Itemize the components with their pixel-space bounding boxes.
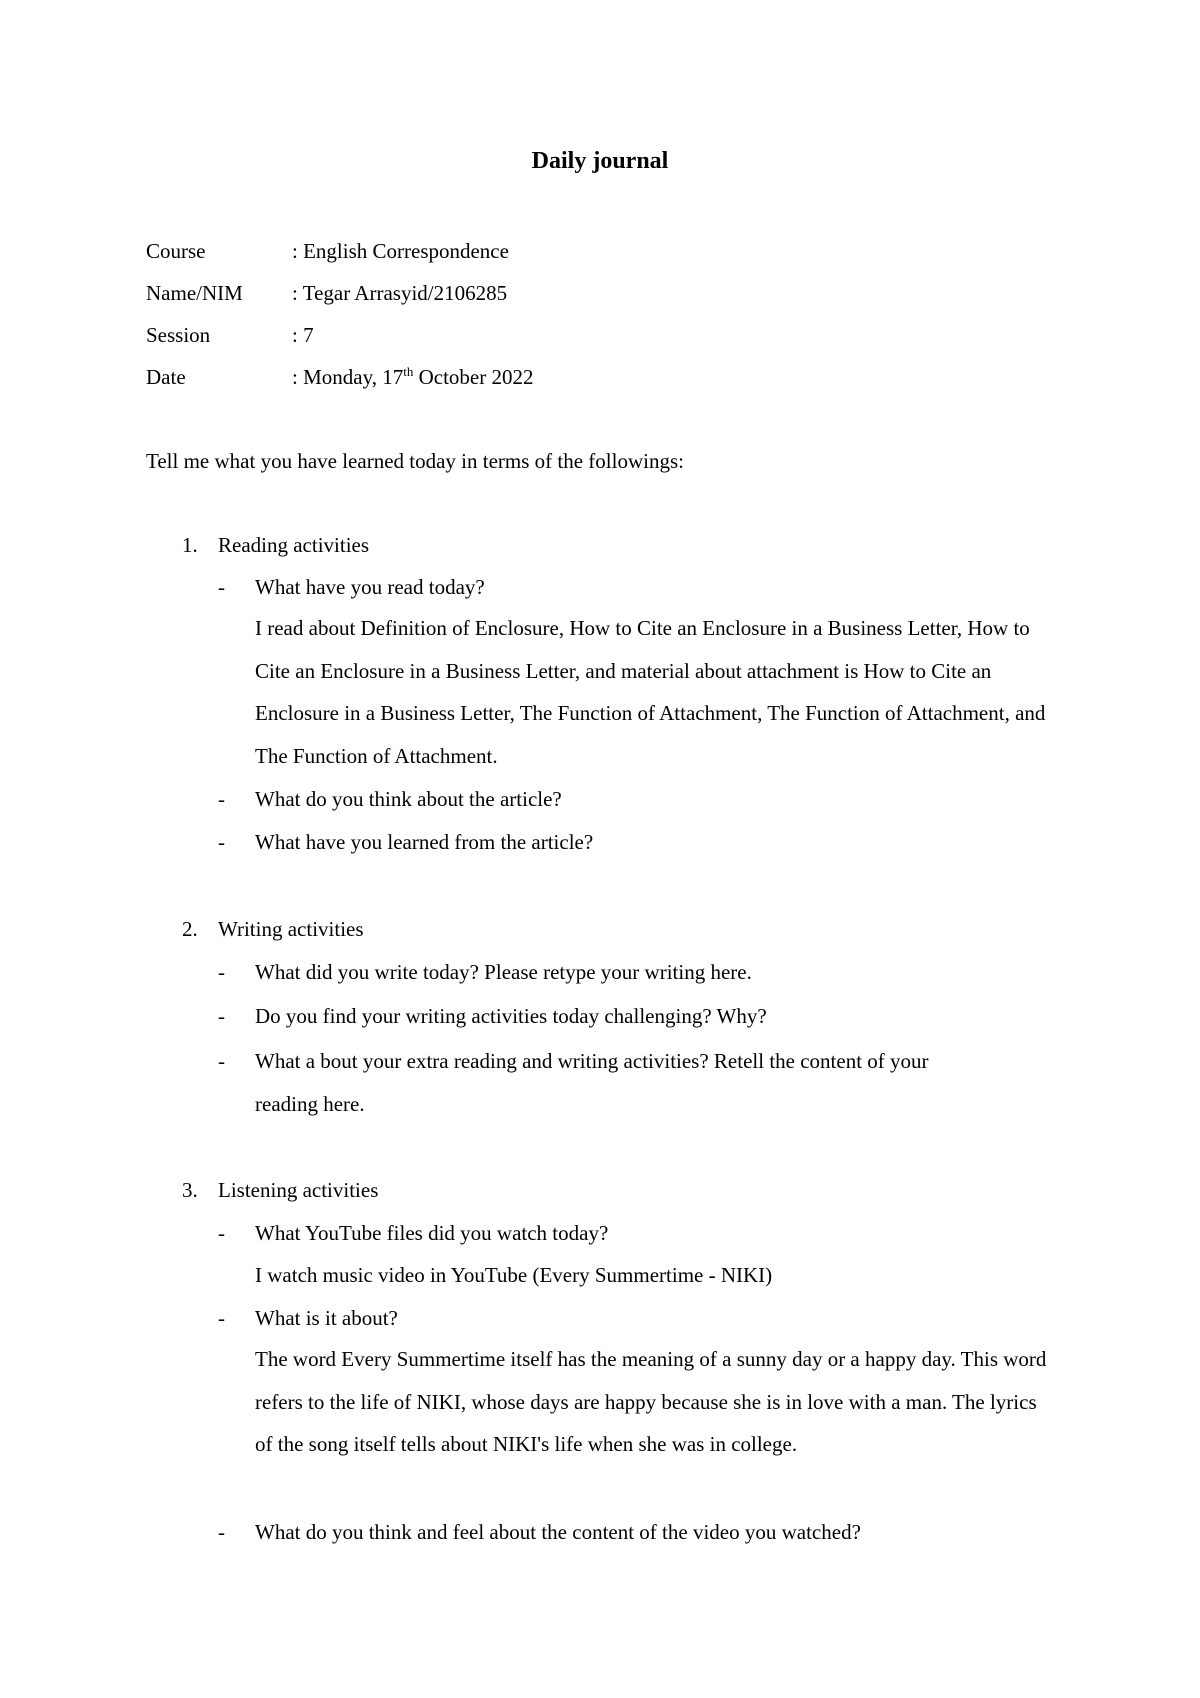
answer-text: I read about Definition of Enclosure, How to Cite an Enclosure in a Business Letter, How to Cite an Enclosure in a Business Letter, and material about attachment is How to Cite an Enclosure in a Business Letter, The Function of Attachment, The Function of Attachment, and The Function of Attachment. — [255, 616, 1046, 768]
bullet-dash: - — [218, 575, 225, 599]
section-number: 1. — [182, 533, 198, 557]
answer-text: The word Every Summertime itself has the meaning of a sunny day or a happy day. This word refers to the life of NIKI, whose days are happy because she is in love with a man. The lyrics of the song itself tells about NIKI's life when she was in college. — [255, 1347, 1047, 1456]
meta-value: : 7 — [292, 323, 314, 347]
question-text: What did you write today? Please retype your writing here. — [255, 960, 752, 984]
section-heading-text: Writing activities — [218, 917, 364, 941]
bullet-dash: - — [218, 1049, 225, 1073]
list-item — [0, 1517, 1200, 1547]
question-text: reading here. — [255, 1092, 365, 1116]
meta-label: Session — [146, 323, 211, 347]
date-suffix: October 2022 — [413, 365, 534, 389]
bullet-dash: - — [218, 787, 225, 811]
list-item — [0, 1046, 1200, 1076]
section-heading-text: Listening activities — [218, 1178, 379, 1202]
meta-row-session — [146, 320, 314, 350]
bullet-dash: - — [218, 1221, 225, 1245]
question-text: What do you think about the article? — [255, 787, 562, 811]
question-text: What YouTube files did you watch today? — [255, 1221, 609, 1245]
list-item — [0, 784, 1200, 814]
section-number: 3. — [182, 1178, 198, 1202]
date-ordinal-suffix: th — [403, 364, 414, 379]
meta-row-date — [146, 362, 533, 392]
meta-label: Date — [146, 365, 186, 389]
answer-text: I watch music video in YouTube (Every Summertime - NIKI) — [255, 1263, 773, 1287]
date-prefix: : Monday, 17 — [292, 365, 404, 389]
section-heading-listening — [0, 1175, 1200, 1205]
bullet-dash: - — [218, 960, 225, 984]
question-text: What have you learned from the article? — [255, 830, 594, 854]
list-item — [0, 1218, 1200, 1248]
question-text: What a bout your extra reading and writing activities? Retell the content of your — [255, 1049, 929, 1073]
intro-text: Tell me what you have learned today in terms of the followings: — [146, 449, 684, 473]
section-heading-writing — [0, 914, 1200, 944]
list-item-continuation — [0, 1089, 1200, 1119]
list-item — [0, 827, 1200, 857]
bullet-dash: - — [218, 1306, 225, 1330]
list-item — [0, 957, 1200, 987]
question-text: What is it about? — [255, 1306, 398, 1330]
section-heading-reading — [0, 530, 1200, 560]
bullet-dash: - — [218, 1004, 225, 1028]
list-item — [0, 1303, 1200, 1333]
section-heading-text: Reading activities — [218, 533, 370, 557]
section-number: 2. — [182, 917, 198, 941]
meta-value: : Tegar Arrasyid/2106285 — [292, 281, 508, 305]
list-item — [0, 572, 1200, 602]
question-text: Do you find your writing activities today challenging? Why? — [255, 1004, 767, 1028]
meta-value: : English Correspondence — [292, 239, 509, 263]
question-text: What have you read today? — [255, 575, 485, 599]
meta-value — [292, 365, 533, 389]
list-item — [0, 1001, 1200, 1031]
meta-label: Course — [146, 239, 206, 263]
meta-label: Name/NIM — [146, 281, 243, 305]
bullet-dash: - — [218, 830, 225, 854]
meta-row-name — [146, 278, 507, 308]
bullet-dash: - — [218, 1520, 225, 1544]
page-title: Daily journal — [531, 148, 669, 174]
question-text: What do you think and feel about the content of the video you watched? — [255, 1520, 861, 1544]
meta-row-course — [146, 236, 509, 266]
